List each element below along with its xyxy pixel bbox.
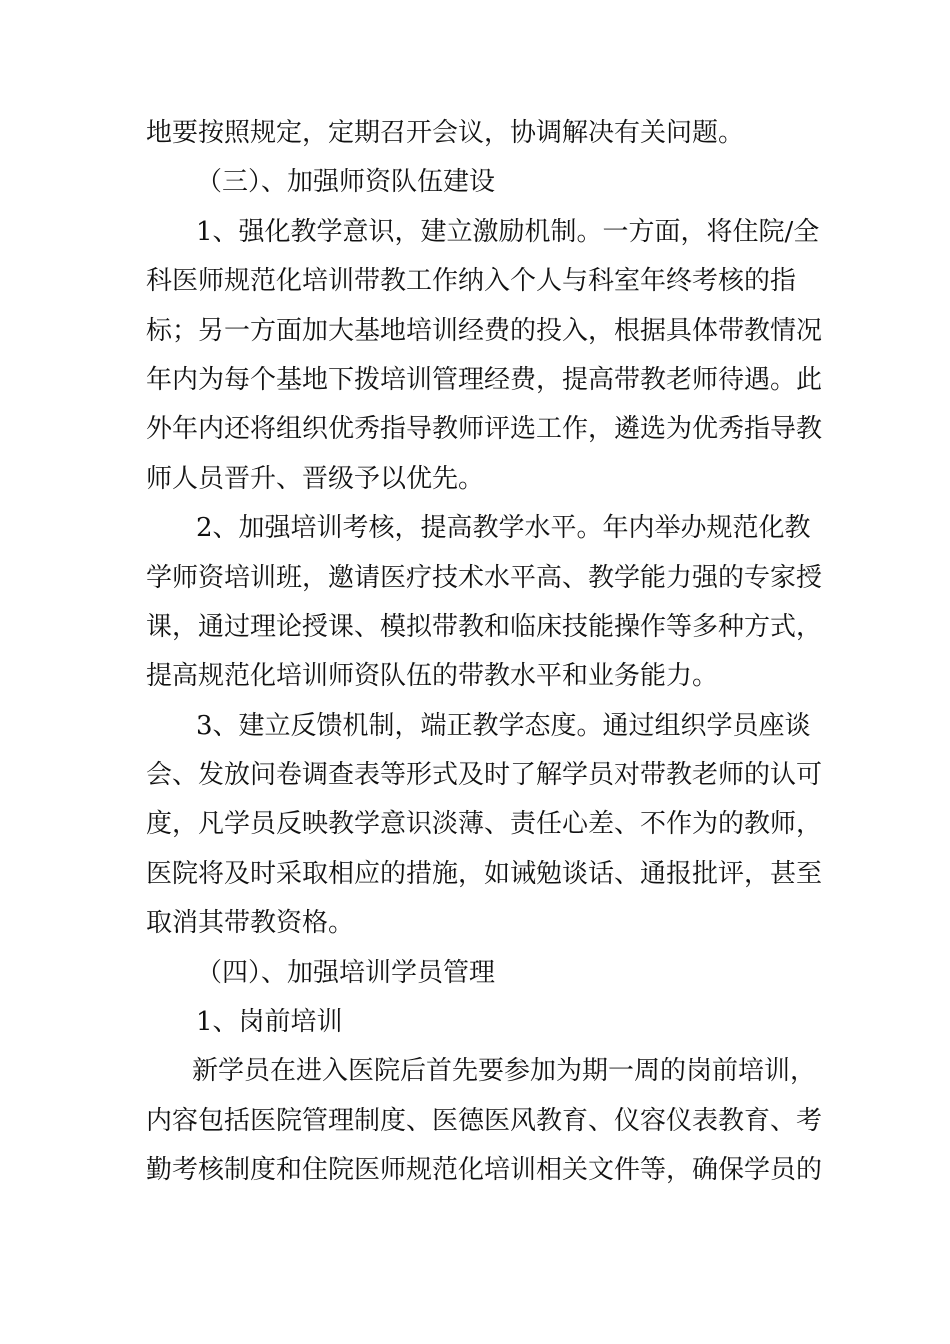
text-line: 课，通过理论授课、模拟带教和临床技能操作等多种方式， [146,611,823,642]
text-line: 取消其带教资格。 [146,908,355,939]
text-line: 度，凡学员反映教学意识淡薄、责任心差、不作为的教师， [146,809,823,840]
text-line: 科医师规范化培训带教工作纳入个人与科室年终考核的指 [146,266,797,297]
section-heading: （四）、加强培训学员管理 [196,957,496,988]
text-line: 学师资培训班，邀请医疗技术水平高、教学能力强的专家授 [146,562,823,593]
text-line: 内容包括医院管理制度、医德医风教育、仪容仪表教育、考 [146,1105,823,1136]
text-line: 1、强化教学意识，建立激励机制。一方面，将住院/全 [196,216,820,247]
text-line: 提高规范化培训师资队伍的带教水平和业务能力。 [146,661,719,692]
text-line: 地要按照规定，定期召开会议，协调解决有关问题。 [146,118,745,148]
subsection-heading: 1、岗前培训 [196,1007,343,1038]
text-line: 外年内还将组织优秀指导教师评选工作，遴选为优秀指导教 [146,414,823,445]
text-line: 2、加强培训考核，提高教学水平。年内举办规范化教 [196,513,811,544]
text-line: 勤考核制度和住院医师规范化培训相关文件等，确保学员的 [146,1155,823,1186]
text-line: 年内为每个基地下拨培训管理经费，提高带教老师待遇。此 [146,364,823,395]
section-heading: （三）、加强师资队伍建设 [196,167,496,198]
text-line: 医院将及时采取相应的措施，如诫勉谈话、通报批评，甚至 [146,858,823,889]
text-line: 会、发放问卷调查表等形式及时了解学员对带教老师的认可 [146,760,823,791]
text-line: 师人员晋升、晋级予以优先。 [146,463,485,494]
text-line: 新学员在进入医院后首先要参加为期一周的岗前培训， [192,1056,817,1087]
text-line: 3、建立反馈机制，端正教学态度。通过组织学员座谈 [196,710,811,741]
text-line: 标；另一方面加大基地培训经费的投入，根据具体带教情况 [146,315,823,346]
document-body [146,109,846,1196]
